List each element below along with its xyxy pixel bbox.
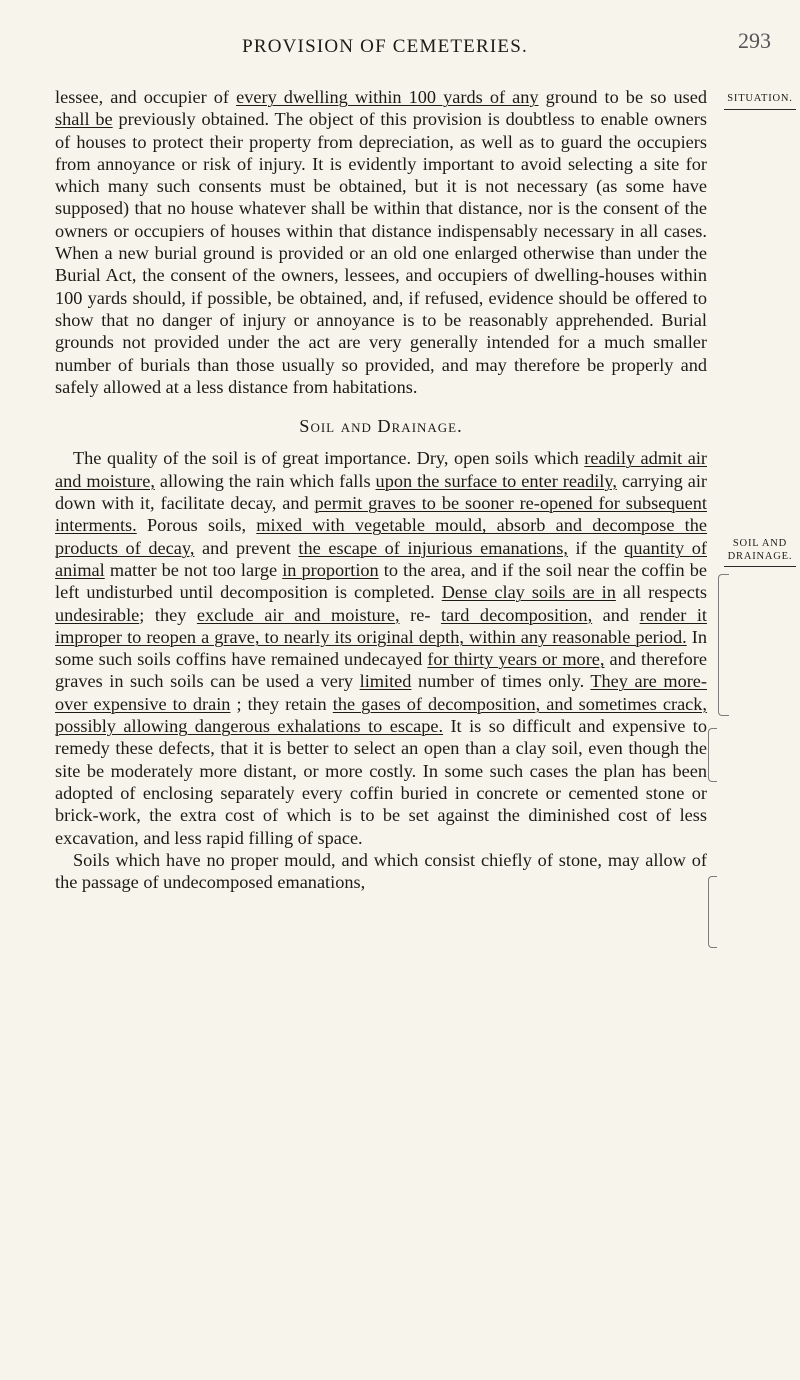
- text-span: The quality of the soil is of great importance. Dry, open soils which: [73, 448, 585, 469]
- underlined-text: readily admit air and moisture,: [55, 448, 707, 491]
- text-span: and prevent: [194, 537, 299, 558]
- pencil-mark: [718, 574, 729, 716]
- underlined-text: upon the surface to enter readily,: [375, 470, 617, 491]
- underlined-text: in proportion: [282, 559, 379, 580]
- text-span: Porous soils,: [136, 515, 257, 536]
- underlined-text: Dense clay soils are in: [441, 582, 616, 603]
- text-span: number of times only.: [411, 671, 591, 692]
- underlined-text: for thirty years or more,: [427, 649, 605, 670]
- margin-note-rule: [724, 109, 796, 110]
- running-head: PROVISION OF CEMETERIES.: [242, 36, 528, 57]
- text-span: lessee, and occupier of: [55, 87, 237, 107]
- paragraph-soil-and-drainage: [55, 447, 707, 848]
- paragraph-situation: [55, 86, 707, 398]
- text-span: matter be not too large: [104, 559, 283, 580]
- text-span: previously obtained. The object of this provision is doubtless to enable owners of houses to protect their property from depreciation, as well as to guard the occupiers from annoyance or risk of injury. It is evidently important to avoid selecting a site for which many such consents must be obtained, but it is not necessary (as some have supposed) that no house whatever shall be within that distance, nor is the consent of the owners or occupiers of houses within that distance indispensably necessary in all cases. When a new burial ground is provided or an old one enlarged otherwise than under the Burial Act, the consent of the owners, lessees, and occupiers of dwelling-houses within 100 yards should, if possible, be obtained, and, if refused, evidence should be offered to show that no danger of injury or annoyance is to be reasonably apprehended. Burial grounds not provided under the act are very generally intended for a much smaller number of burials than those usually so provided, and may therefore be properly and safely allowed at a less distance from habitations.: [55, 109, 707, 397]
- underlined-text: every dwelling within 100 yards of any: [236, 87, 539, 107]
- margin-note-situation: SITUATION.: [727, 93, 793, 104]
- underlined-text: the escape of injurious emanations,: [298, 537, 568, 558]
- underlined-text: possibly allowing dangerous exhalations to escape.: [55, 716, 444, 737]
- text-span: if the: [567, 537, 625, 558]
- text-span: and therefore graves in such soils can be used a very: [55, 649, 707, 692]
- text-span: ; they: [139, 604, 197, 625]
- underlined-text: permit graves to be sooner re-opened for subsequent interments.: [55, 493, 707, 536]
- margin-note-soil-and: SOIL AND: [732, 538, 788, 549]
- text-span: and: [592, 604, 640, 625]
- text-span: all respects: [615, 582, 708, 603]
- margin-note-soil-and-drainage: [720, 537, 800, 563]
- text-span: It is so difficult and expensive to remedy these defects, that it is better to select an open than a clay soil, even though the site be moderately more distant, or more costly. In some such cases the plan has been adopted of enclosing separately every coffin buried in concrete or cemented stone or brick-work, the extra cost of which is to be set against the diminished cost of less excavation, and less rapid filling of space.: [55, 716, 707, 848]
- margin-note-drainage: DRAINAGE.: [727, 551, 793, 562]
- underlined-text: shall be: [55, 109, 113, 130]
- text-span: allowing the rain which falls: [154, 470, 376, 491]
- paragraph-stone-soils: Soils which have no proper mould, and which consist chiefly of stone, may allow of the passage of undecomposed emanations,: [55, 849, 707, 893]
- underlined-text: the gases of decomposition, and sometimes crack,: [332, 693, 708, 714]
- underlined-text: mixed with vegetable mould, absorb and decompose the products of decay,: [55, 515, 707, 558]
- section-heading: Soil and Drainage.: [299, 416, 463, 437]
- text-span: ground to be so used: [538, 87, 707, 107]
- underlined-text: render it improper to reopen a grave, to nearly its original depth, within any reasonable period.: [55, 604, 707, 647]
- text-span: to the area, and if the soil near the coffin be left undisturbed until decomposition is completed.: [55, 559, 707, 603]
- text-span: carrying air down with it, facilitate decay, and: [55, 470, 708, 514]
- underlined-text: exclude air and moisture,: [196, 604, 400, 625]
- margin-note-rule: [724, 566, 796, 567]
- underlined-text: They are more-over expensive to drain: [55, 671, 707, 714]
- pencil-mark: [708, 876, 717, 948]
- underlined-text: quantity of animal: [55, 537, 707, 580]
- underlined-text: tard decomposition,: [440, 604, 593, 625]
- page-body: [55, 86, 707, 893]
- text-span: ; they retain: [230, 693, 333, 714]
- text-span: In some such soils coffins have remained undecayed: [55, 626, 707, 670]
- page-number: 293: [738, 28, 771, 53]
- pencil-mark: [708, 728, 717, 782]
- underlined-text: undesirable: [55, 604, 140, 625]
- underlined-text: limited: [359, 671, 412, 692]
- text-span: re-: [399, 604, 441, 625]
